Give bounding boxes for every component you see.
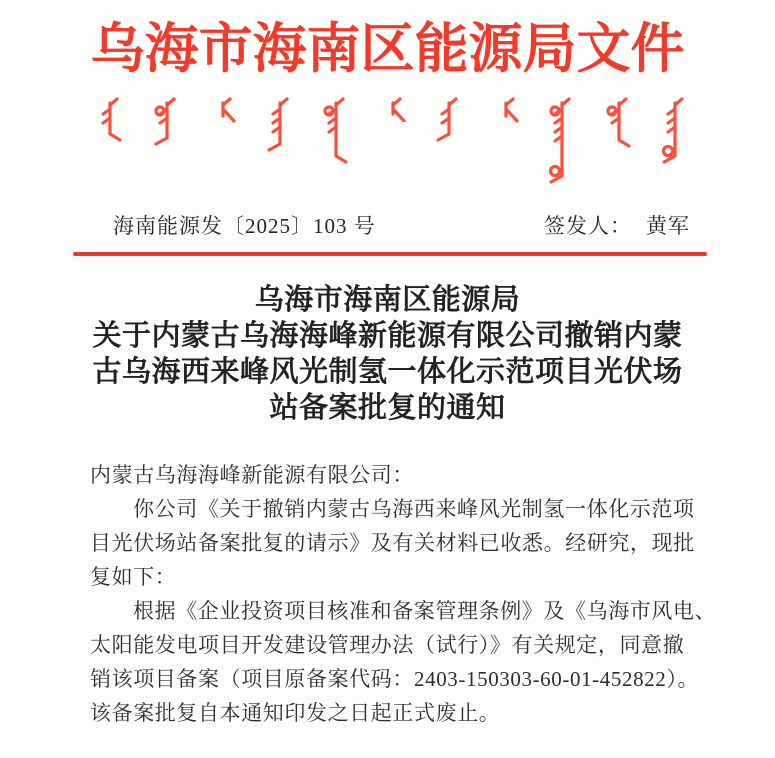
doc-number: 海南能源发〔2025〕103 号 (113, 214, 376, 238)
body-line: 内蒙古乌海海峰新能源有限公司： (90, 463, 414, 487)
body-text (90, 458, 717, 730)
mongolian-word-icon (433, 96, 463, 142)
mongolian-word-icon (377, 96, 407, 122)
agency-masthead-title: 乌海市海南区能源局文件 (90, 19, 685, 79)
notice-title-line: 古乌海西来峰风光制氢一体化示范项目光伏场 (92, 356, 683, 388)
signer-label: 签发人： (544, 214, 632, 238)
mongolian-word-icon (490, 96, 520, 124)
body-line: 该备案批复自本通知印发之日起正式废止。 (90, 701, 501, 725)
red-divider-line (73, 252, 707, 256)
mongolian-word-icon (94, 96, 124, 142)
body-line: 复如下： (90, 565, 177, 589)
doc-info-row (113, 210, 690, 240)
body-line: 根据《企业投资项目核准和备案管理条例》及《乌海市风电、 (133, 599, 717, 623)
notice-title-line: 关于内蒙古乌海海峰新能源有限公司撤销内蒙 (92, 320, 683, 352)
document-page (0, 10, 775, 758)
body-line: 太阳能发电项目开发建设管理办法（试行）》有关规定，同意撤 (90, 633, 685, 657)
body-line: 销该项目备案（项目原备案代码：2403-150303-60-01-452822）。 (90, 667, 700, 691)
signer-name: 黄军 (646, 214, 690, 238)
mongolian-word-icon (603, 96, 633, 148)
mongolian-word-icon (320, 96, 350, 164)
mongolian-word-icon (151, 96, 181, 146)
notice-title-line: 乌海市海南区能源局 (254, 284, 521, 316)
mongolian-word-icon (546, 96, 576, 184)
mongolian-word-icon (659, 96, 689, 164)
notice-title (68, 282, 708, 426)
mongolian-script-row (94, 96, 689, 190)
notice-title-line: 站备案批复的通知 (269, 392, 506, 424)
body-line: 目光伏场站备案批复的请示》及有关材料已收悉。经研究，现批 (90, 531, 695, 555)
mongolian-word-icon (207, 96, 237, 124)
mongolian-word-icon (264, 96, 294, 152)
signer (544, 210, 690, 240)
body-line: 你公司《关于撤销内蒙古乌海西来峰风光制氢一体化示范项 (133, 497, 695, 521)
